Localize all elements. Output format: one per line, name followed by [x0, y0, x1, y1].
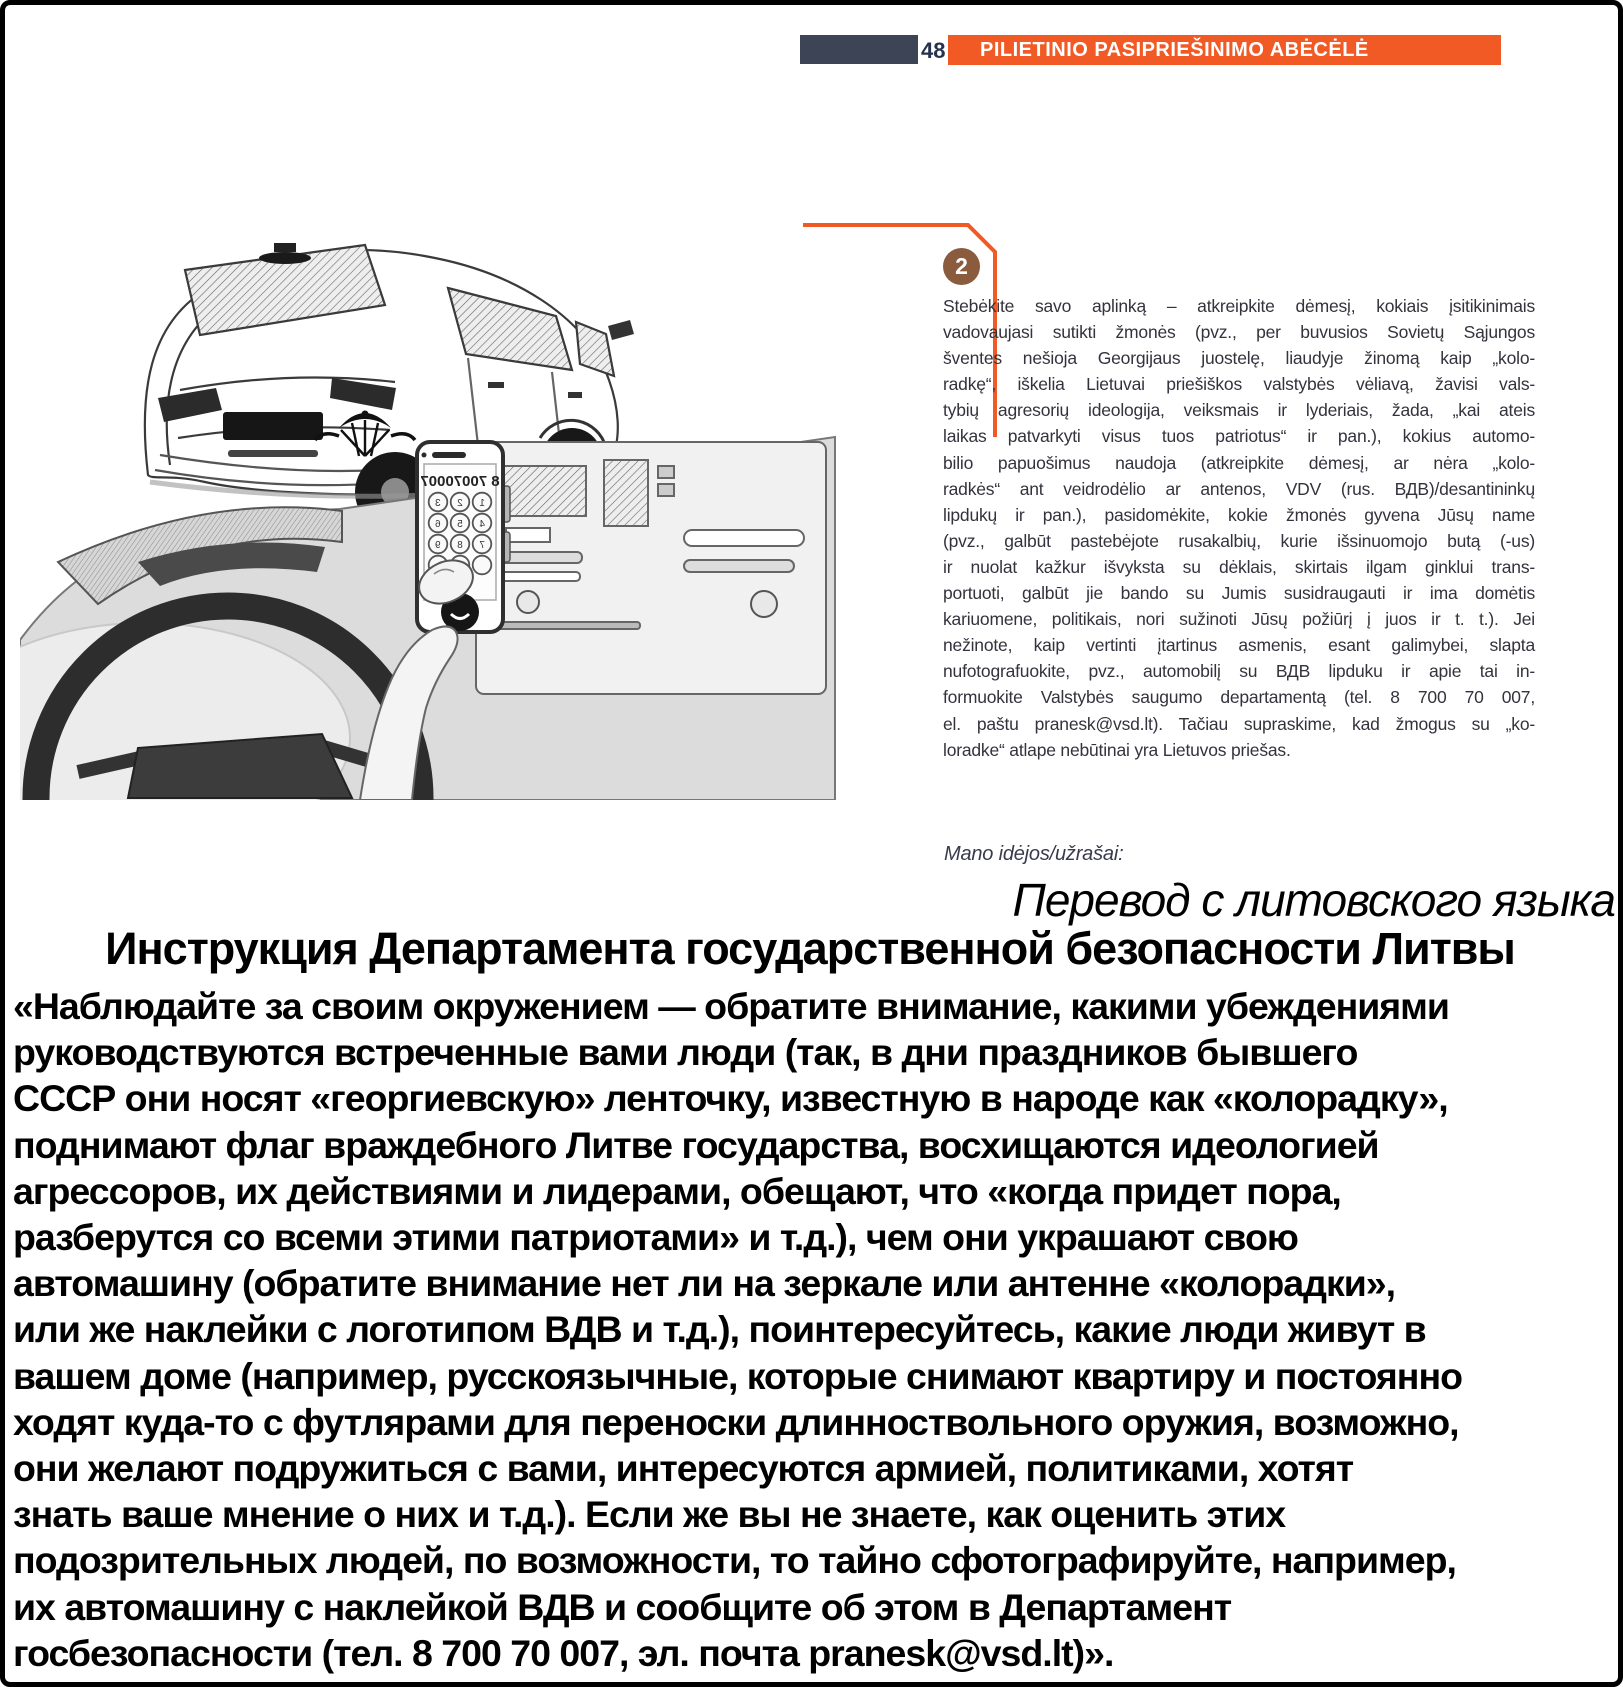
- text-line: radkės“ ant veidrodėlio ar antenos, VDV (rus. ВДВ)/desantininkų: [943, 478, 1535, 499]
- text-line: lipdukų ir pan.), pasidomėkite, kokie žmonės gyvena Jūsų name: [943, 504, 1535, 525]
- translation-language-note: Перевод с литовского языка: [1012, 874, 1615, 926]
- text-line: nežinote, kaip vertinti įtartinus asmenis, esant galimybei, slapta: [943, 635, 1535, 656]
- text-line: «Наблюдайте за своим окружением — обратите внимание, какими убеждениями: [13, 985, 1449, 1027]
- text-line: госбезопасности (тел. 8 700 70 007, эл. почта pranesk@vsd.lt)».: [13, 1631, 1114, 1674]
- text-line: СССР они носят «георгиевскую» ленточку, известную в народе как «колорадку»,: [13, 1077, 1448, 1120]
- section-number-badge: 2: [943, 248, 980, 285]
- phone-display: [420, 473, 499, 490]
- text-line: знать ваше мнение о них и т.д.). Если же вы не знаете, как оценить этих: [13, 1493, 1286, 1536]
- svg-text:123: 123: [435, 498, 485, 509]
- text-line: radkę“, iškelia Lietuvai priešiškos valstybės vėliavą, žavisi vals-: [943, 374, 1535, 395]
- svg-text:789: 789: [435, 540, 485, 551]
- text-line: nufotografuokite, pvz., automobilį su ВДВ lipduku ir apie tai in-: [943, 661, 1535, 682]
- text-line: их автомашину с наклейкой ВДВ и сообщите об этом в Департамент: [13, 1585, 1232, 1628]
- page-number: 48: [921, 38, 946, 63]
- text-line: laikas patvarkyti visus tuos patriotus“ ir pan.), kokius automo-: [943, 426, 1535, 447]
- header-navy-block: [800, 35, 918, 64]
- text-line: ir nuolat kažkur išvyksta su dėklais, skirtais ilgam ginklui trans-: [943, 556, 1535, 577]
- text-line: или же наклейки с логотипом ВДВ и т.д.), поинтересуйтесь, какие люди живут в: [13, 1308, 1426, 1351]
- radio-console-sketch: [476, 442, 826, 694]
- illustration-sketch: [20, 230, 840, 800]
- text-line: bilio papuošimus naudoja (atkreipkite dėmesį, ar nėra „kolo-: [943, 452, 1535, 473]
- text-line: formuokite Valstybės saugumo departamentą (tel. 8 700 70 007,: [943, 687, 1535, 708]
- text-line: ходят куда-то с футлярами для переноски длинноствольного оружия, возможно,: [13, 1400, 1459, 1443]
- text-line: tybių agresorių ideologija, veiksmais ir lyderiais, žada, „kai ateis: [943, 400, 1535, 421]
- svg-text:8 70070007: 8 70070007: [420, 473, 500, 490]
- text-line: Stebėkite savo aplinką – atkreipkite dėmesį, kokiais įsitikinimais: [943, 296, 1535, 316]
- notes-label: Mano idėjos/užrašai:: [944, 843, 1124, 865]
- text-line: они желают подружиться с вами, интересуются армией, политиками, хотят: [13, 1447, 1354, 1490]
- text-line: автомашину (обратите внимание нет ли на зеркале или антенне «колорадки»,: [13, 1262, 1396, 1305]
- text-line: разберутся со всеми этими патриотами» и т.д.), чем они украшают свою: [13, 1216, 1298, 1259]
- text-line: подозрительных людей, по возможности, то тайно сфотографируйте, например,: [13, 1539, 1456, 1582]
- translation-title: Инструкция Департамента государственной безопасности Литвы: [105, 923, 1515, 974]
- text-line: руководствуются встреченные вами люди (так, в дни праздников бывшего: [13, 1031, 1358, 1074]
- translation-body: [13, 983, 1623, 1676]
- text-line: (pvz., galbūt pastebėjote rusakalbių, kurie išsinuomojo butą (-us): [943, 530, 1535, 551]
- smartphone-sketch: [417, 442, 510, 632]
- lithuanian-paragraph: [943, 293, 1535, 763]
- svg-text:456: 456: [435, 519, 485, 530]
- text-line: поднимают флаг враждебного Литве государства, восхищаются идеологией: [13, 1123, 1379, 1166]
- chapter-banner: PILIETINIO PASIPRIEŠINIMO ABĖCĖLĖ: [948, 35, 1501, 65]
- text-line: vadovaujasi sutikti žmonės (pvz., per buvusios Sovietų Sąjungos: [943, 322, 1535, 343]
- text-line: šventes nešioja Georgijaus juostelę, liaudyje žinomą kaip „kolo-: [943, 348, 1535, 369]
- text-line: loradke“ atlape nebūtinai yra Lietuvos priešas.: [943, 739, 1291, 760]
- text-line: el. paštu pranesk@vsd.lt). Tačiau supraskime, kad žmogus su „ko-: [943, 713, 1535, 734]
- text-line: portuoti, galbūt jie bando su Jumis susidraugauti ir ima domėtis: [943, 583, 1535, 604]
- text-line: агрессоров, их действиями и лидерами, обещают, что «когда придет пора,: [13, 1169, 1341, 1212]
- text-line: вашем доме (например, русскоязычные, которые снимают квартиру и постоянно: [13, 1354, 1463, 1397]
- text-line: kariuomene, politikais, nori sužinoti Jūsų požiūrį į juos ir t. t.). Jei: [943, 609, 1535, 630]
